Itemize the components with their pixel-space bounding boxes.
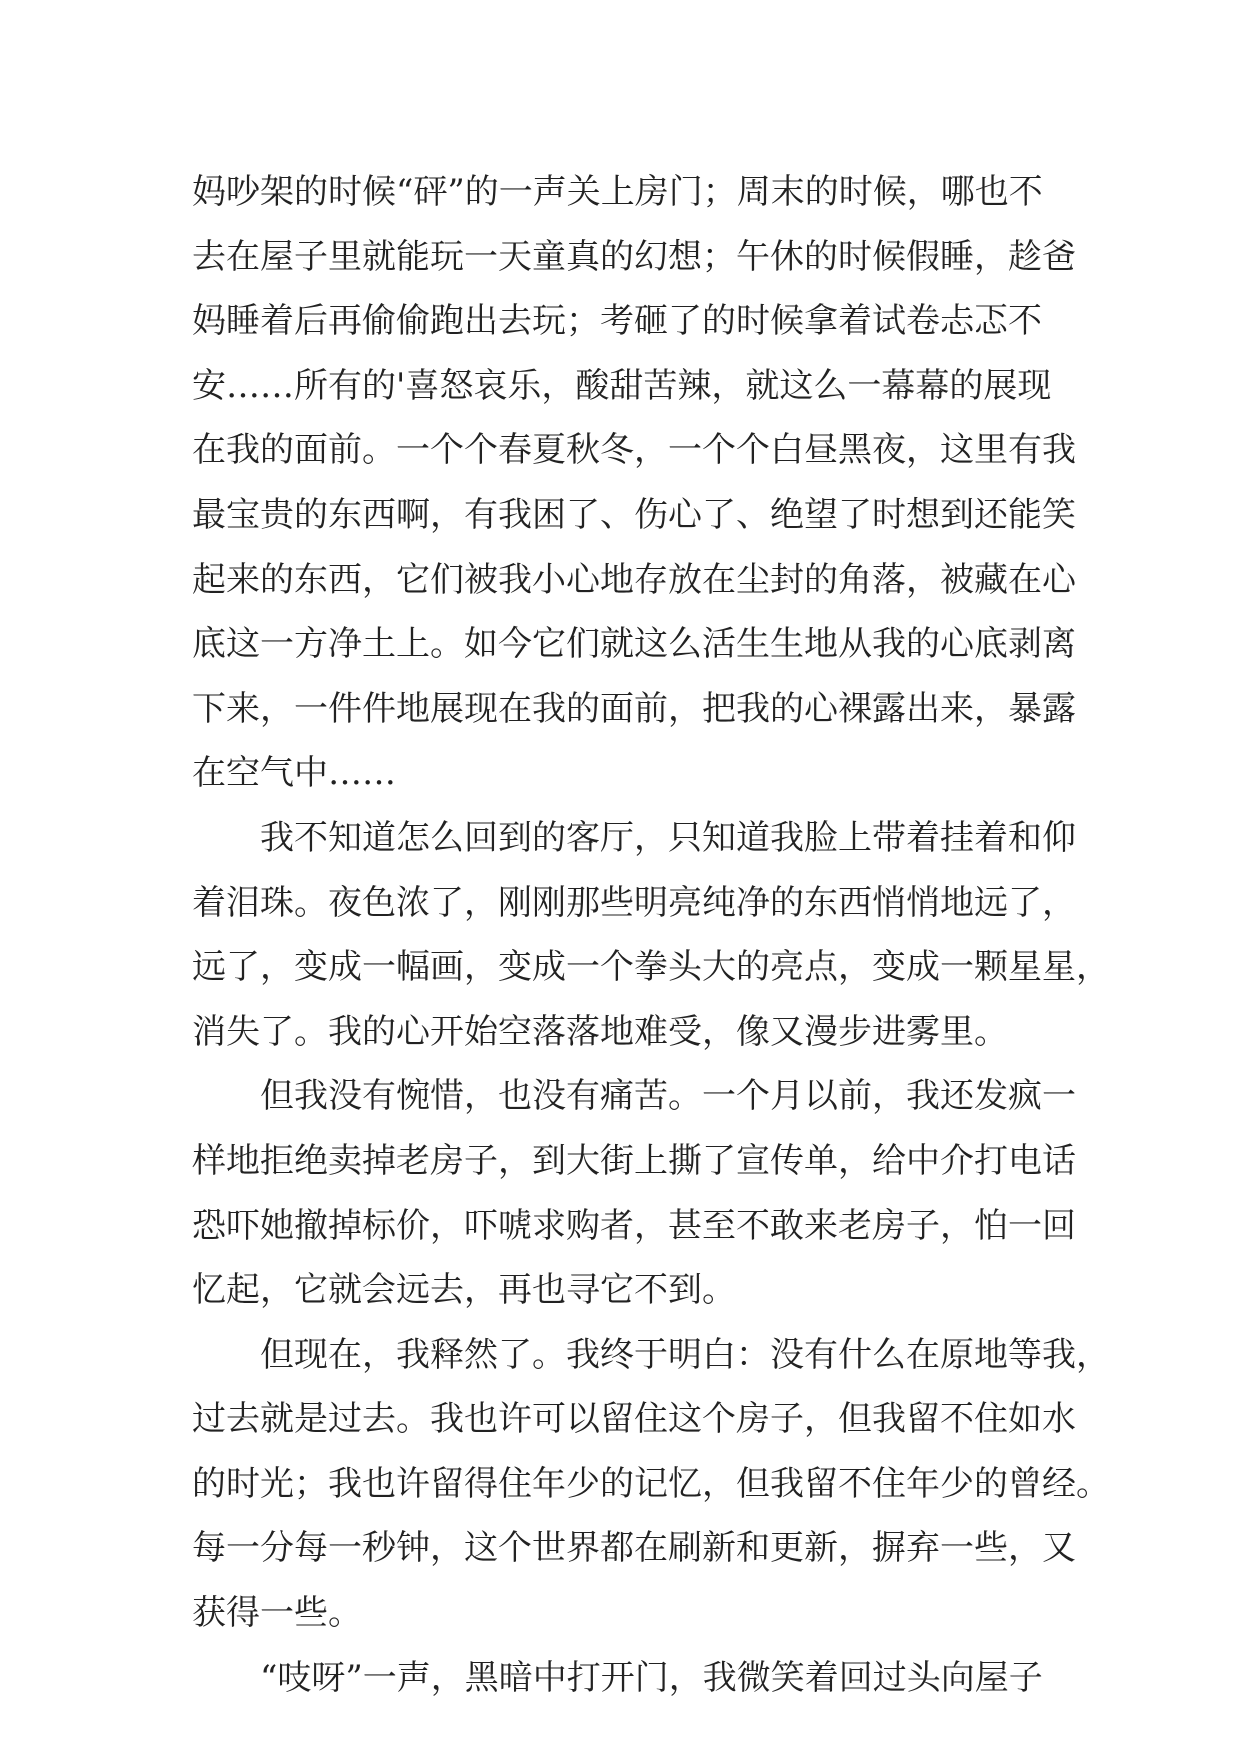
text-line: 的时光；我也许留得住年少的记忆，但我留不住年少的曾经。 [192, 1463, 1110, 1504]
text-line: 消失了。我的心开始空落落地难受，像又漫步进雾里。 [192, 1011, 1008, 1052]
paragraph-start-line: 但我没有惋惜，也没有痛苦。一个月以前，我还发疯一 [260, 1076, 1076, 1117]
text-line: 安……所有的'喜怒哀乐，酸甜苦辣，就这么一幕幕的展现 [192, 365, 1052, 406]
text-line: 在我的面前。一个个春夏秋冬，一个个白昼黑夜，这里有我 [192, 430, 1076, 471]
text-line: 下来，一件件地展现在我的面前，把我的心裸露出来，暴露 [192, 688, 1076, 729]
text-line: 去在屋子里就能玩一天童真的幻想；午休的时候假睡，趁爸 [192, 236, 1076, 277]
text-line: 远了，变成一幅画，变成一个拳头大的亮点，变成一颗星星， [192, 947, 1110, 988]
text-line: 过去就是过去。我也许可以留住这个房子，但我留不住如水 [192, 1399, 1076, 1440]
text-line: 获得一些。 [192, 1593, 362, 1634]
text-line: 妈睡着后再偷偷跑出去玩；考砸了的时候拿着试卷忐忑不 [192, 301, 1042, 342]
paragraph-start-line: 我不知道怎么回到的客厅，只知道我脸上带着挂着和仰 [260, 817, 1076, 858]
text-line: 着泪珠。夜色浓了，刚刚那些明亮纯净的东西悄悄地远了， [192, 882, 1076, 923]
text-line: 每一分每一秒钟，这个世界都在刷新和更新，摒弃一些，又 [192, 1528, 1076, 1569]
text-line: 妈吵架的时候“砰”的一声关上房门；周末的时候，哪也不 [192, 172, 1043, 212]
body-text [192, 160, 1110, 1710]
text-line: 底这一方净土上。如今它们就这么活生生地从我的心底剥离 [192, 624, 1076, 665]
paragraph-start-line: 但现在，我释然了。我终于明白：没有什么在原地等我， [260, 1334, 1110, 1375]
text-line: 最宝贵的东西啊，有我困了、伤心了、绝望了时想到还能笑 [192, 494, 1076, 535]
text-line: 起来的东西，它们被我小心地存放在尘封的角落，被藏在心 [192, 559, 1076, 600]
text-line: 在空气中…… [192, 753, 396, 794]
paragraph-start-line: “吱呀”一声，黑暗中打开门，我微笑着回过头向屋子 [260, 1657, 1043, 1698]
text-line: 样地拒绝卖掉老房子，到大街上撕了宣传单，给中介打电话 [192, 1140, 1076, 1181]
text-line: 恐吓她撤掉标价，吓唬求购者，甚至不敢来老房子，怕一回 [192, 1205, 1076, 1246]
text-line: 忆起，它就会远去，再也寻它不到。 [192, 1270, 736, 1311]
